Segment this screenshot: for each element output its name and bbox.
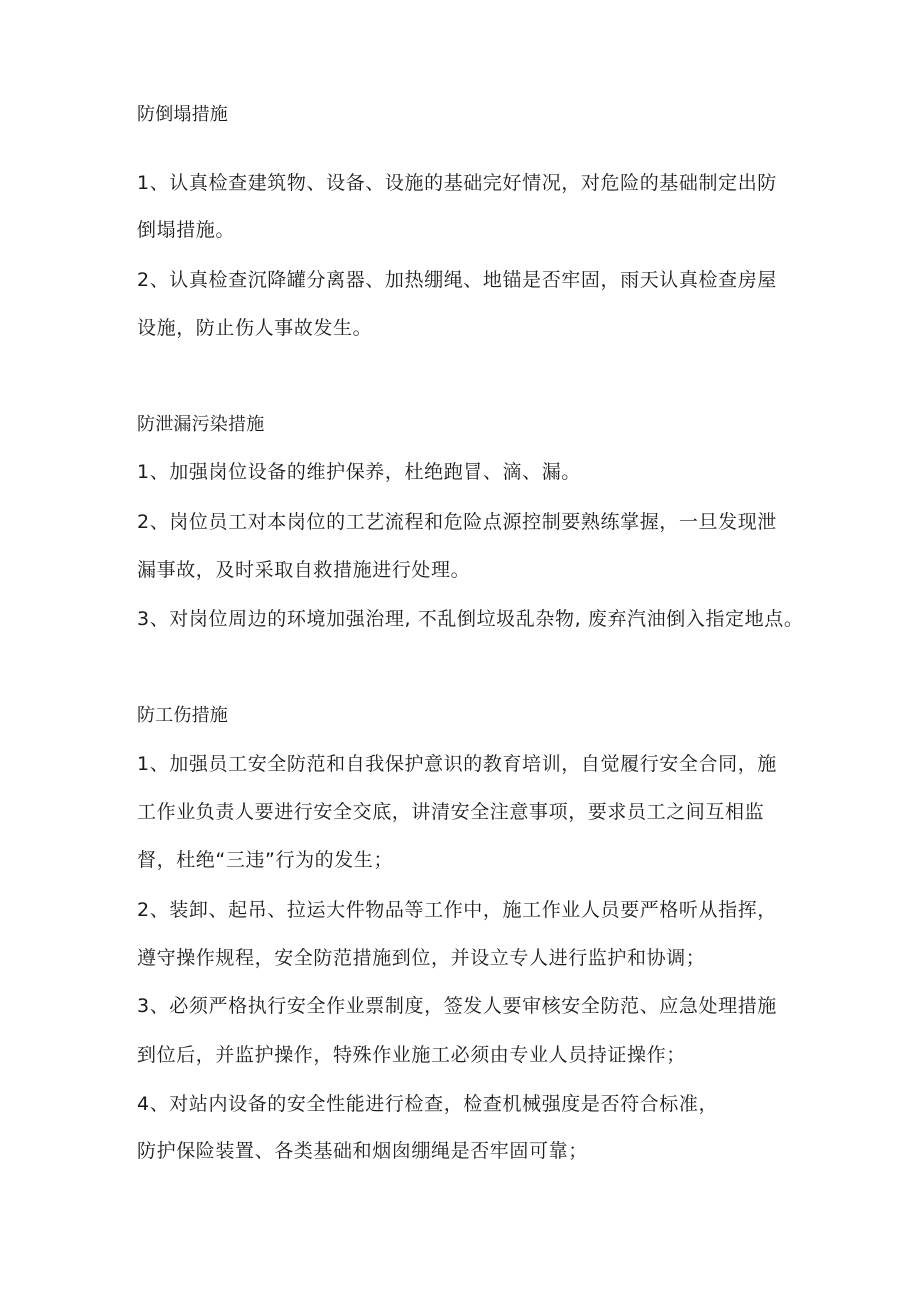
paragraph-line: 防护保险装置、各类基础和烟囱绷绳是否牢固可靠； bbox=[137, 1140, 588, 1162]
paragraph-line: 漏事故，及时采取自救措施进行处理。 bbox=[137, 559, 471, 581]
paragraph-line: 工作业负责人要进行安全交底，讲清安全注意事项，要求员工之间互相监 bbox=[137, 801, 765, 823]
paragraph-line: 4、对站内设备的安全性能进行检查，检查机械强度是否符合标准， bbox=[137, 1093, 719, 1115]
paragraph-line: 到位后，并监护操作，特殊作业施工必须由专业人员持证操作； bbox=[137, 1044, 686, 1066]
section-heading: 防工伤措施 bbox=[137, 705, 228, 726]
paragraph-line: 1、加强岗位设备的维护保养，杜绝跑冒、滴、漏。 bbox=[137, 461, 581, 483]
paragraph-line: 1、认真检查建筑物、设备、设施的基础完好情况，对危险的基础制定出防 bbox=[137, 172, 777, 194]
paragraph-line: 遵守操作规程，安全防范措施到位，并设立专人进行监护和协调； bbox=[137, 947, 706, 969]
section-heading: 防倒塌措施 bbox=[137, 104, 228, 125]
section-heading: 防泄漏污染措施 bbox=[137, 414, 265, 435]
paragraph-line: 设施，防止伤人事故发生。 bbox=[137, 317, 373, 339]
paragraph-line: 2、岗位员工对本岗位的工艺流程和危险点源控制要熟练掌握，一旦发现泄 bbox=[137, 511, 777, 533]
paragraph-line: 督，杜绝“三违”行为的发生； bbox=[137, 849, 394, 871]
paragraph-line: 倒塌措施。 bbox=[137, 219, 236, 241]
paragraph-line: 3、对岗位周边的环境加强治理, 不乱倒垃圾乱杂物, 废弃汽油倒入指定地点。 bbox=[137, 608, 804, 630]
paragraph-line: 3、必须严格执行安全作业票制度，签发人要审核安全防范、应急处理措施 bbox=[137, 995, 777, 1017]
paragraph-line: 1、加强员工安全防范和自我保护意识的教育培训，自觉履行安全合同，施 bbox=[137, 753, 777, 775]
paragraph-line: 2、装卸、起吊、拉运大件物品等工作中，施工作业人员要严格听从指挥， bbox=[137, 899, 777, 921]
paragraph-line: 2、认真检查沉降罐分离器、加热绷绳、地锚是否牢固，雨天认真检查房屋 bbox=[137, 269, 777, 291]
